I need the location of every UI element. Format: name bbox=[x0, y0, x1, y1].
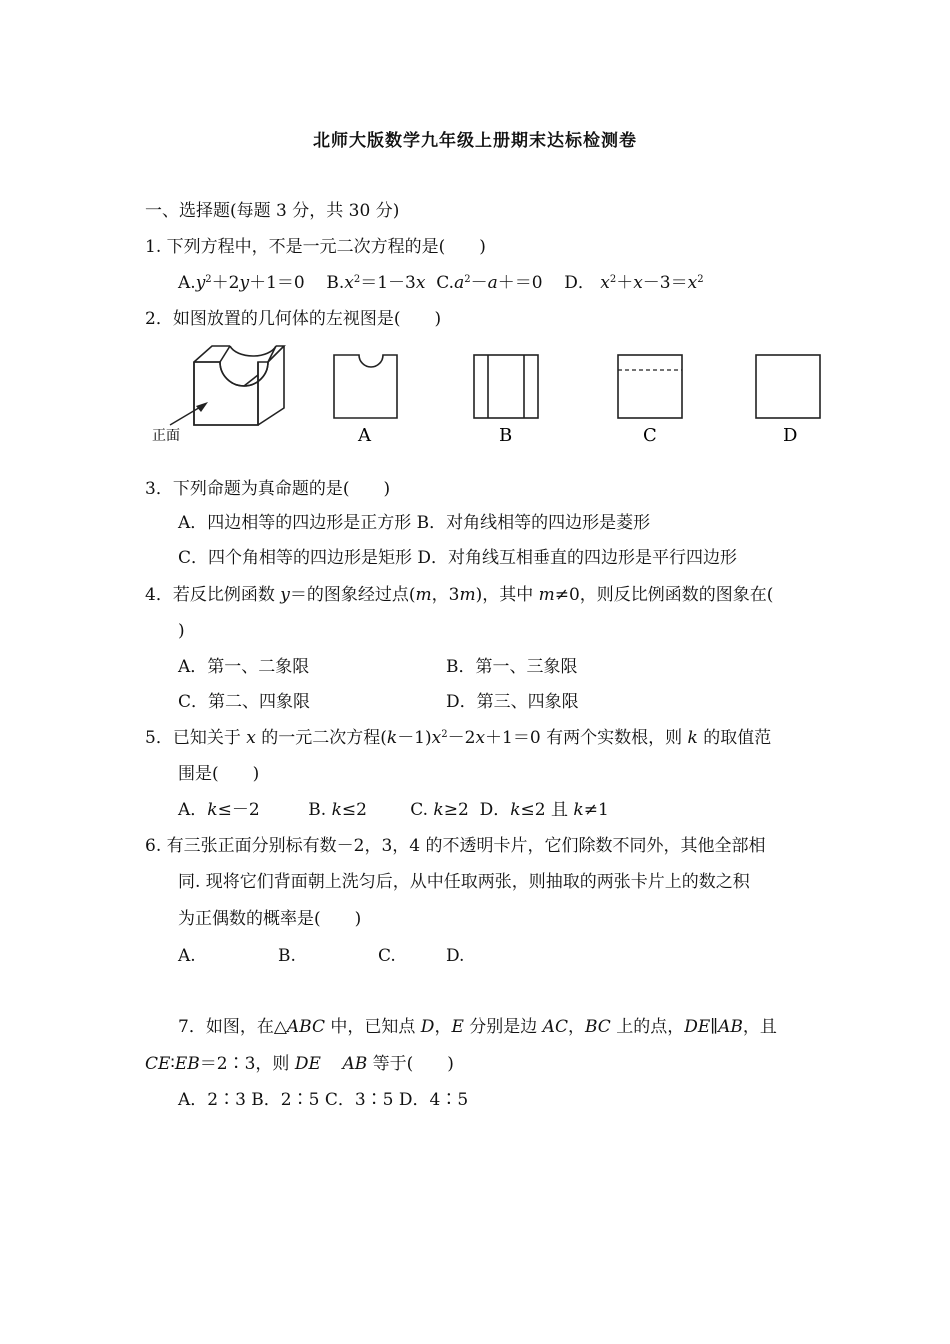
question-3-stem: 3．下列命题为真命题的是( ) bbox=[145, 479, 391, 499]
question-1-options: $A.y^2+2y+1=0$ $B.x^2=1-3x$ $C.a^2-a+=0$ D． $x^2+x-3=x^2$ bbox=[178, 273, 704, 293]
view-label-b: B bbox=[499, 425, 513, 446]
question-3-options-line2: C．四个角相等的四边形是矩形 D．对角线互相垂直的四边形是平行四边形 bbox=[178, 548, 738, 568]
front-label: 正面 bbox=[152, 428, 180, 444]
page-title: 北师大版数学九年级上册期末达标检测卷 bbox=[313, 131, 637, 151]
question-5-stem: 5．已知关于 x 的一元二次方程$(k-1)x^2-2x+1=0$ 有两个实数根，则 k 的取值范 bbox=[145, 728, 772, 748]
solid-figure bbox=[194, 346, 284, 425]
question-2-stem: 2．如图放置的几何体的左视图是( ) bbox=[145, 309, 442, 329]
question-5-options: A．k≤－2 B. k≤2 C. k≥2 D．k≤2 且 k≠1 bbox=[178, 800, 609, 820]
question-4-option-c: C．第二、四象限 bbox=[178, 692, 311, 712]
question-6-option-b: B. bbox=[278, 946, 296, 966]
view-label-a: A bbox=[358, 425, 371, 446]
question-4-option-d: D．第三、四象限 bbox=[446, 692, 579, 712]
view-label-c: C bbox=[643, 425, 657, 446]
question-4-option-a: A．第一、二象限 bbox=[178, 657, 310, 677]
question-1-stem: 1. 下列方程中，不是一元二次方程的是( ) bbox=[145, 237, 486, 257]
question-6-option-c: C. bbox=[378, 946, 396, 966]
question-6-line2: 同. 现将它们背面朝上洗匀后，从中任取两张，则抽取的两张卡片上的数之积 bbox=[178, 872, 750, 892]
question-2-figure bbox=[140, 340, 840, 450]
question-6-line3: 为正偶数的概率是( ) bbox=[178, 909, 362, 929]
question-4-stem: 4．若反比例函数 y＝的图象经过点(m，3m)，其中 m≠0，则反比例函数的图象在( bbox=[145, 585, 774, 605]
question-7-line2: CE∶EB＝2∶3，则 DE AB 等于( ) bbox=[145, 1054, 454, 1074]
question-3-options-line1: A．四边相等的四边形是正方形 B．对角线相等的四边形是菱形 bbox=[178, 513, 651, 533]
question-4-option-b: B．第一、三象限 bbox=[446, 657, 578, 677]
arrow-line bbox=[170, 406, 202, 425]
question-6-option-a: A. bbox=[178, 946, 196, 966]
section-heading: 一、选择题(每题 3 分，共 30 分) bbox=[145, 201, 400, 221]
view-option-b bbox=[474, 355, 538, 418]
view-option-d bbox=[756, 355, 820, 418]
arrow-head-icon bbox=[196, 402, 208, 412]
view-label-d: D bbox=[783, 425, 798, 446]
question-6-line1: 6. 有三张正面分别标有数－2，3，4 的不透明卡片，它们除数不同外，其他全部相 bbox=[145, 836, 766, 856]
view-option-c bbox=[618, 355, 682, 418]
question-7-options: A．2∶3 B．2∶5 C．3∶5 D．4∶5 bbox=[178, 1090, 469, 1110]
view-option-a bbox=[334, 355, 397, 418]
question-7-line1: 7．如图，在△ABC 中，已知点 D，E 分别是边 AC，BC 上的点，DE∥AB，且 bbox=[178, 1017, 777, 1037]
question-5-stem-cont: 围是( ) bbox=[178, 764, 260, 784]
question-4-stem-cont: ) bbox=[178, 621, 185, 641]
question-6-option-d: D. bbox=[446, 946, 465, 966]
